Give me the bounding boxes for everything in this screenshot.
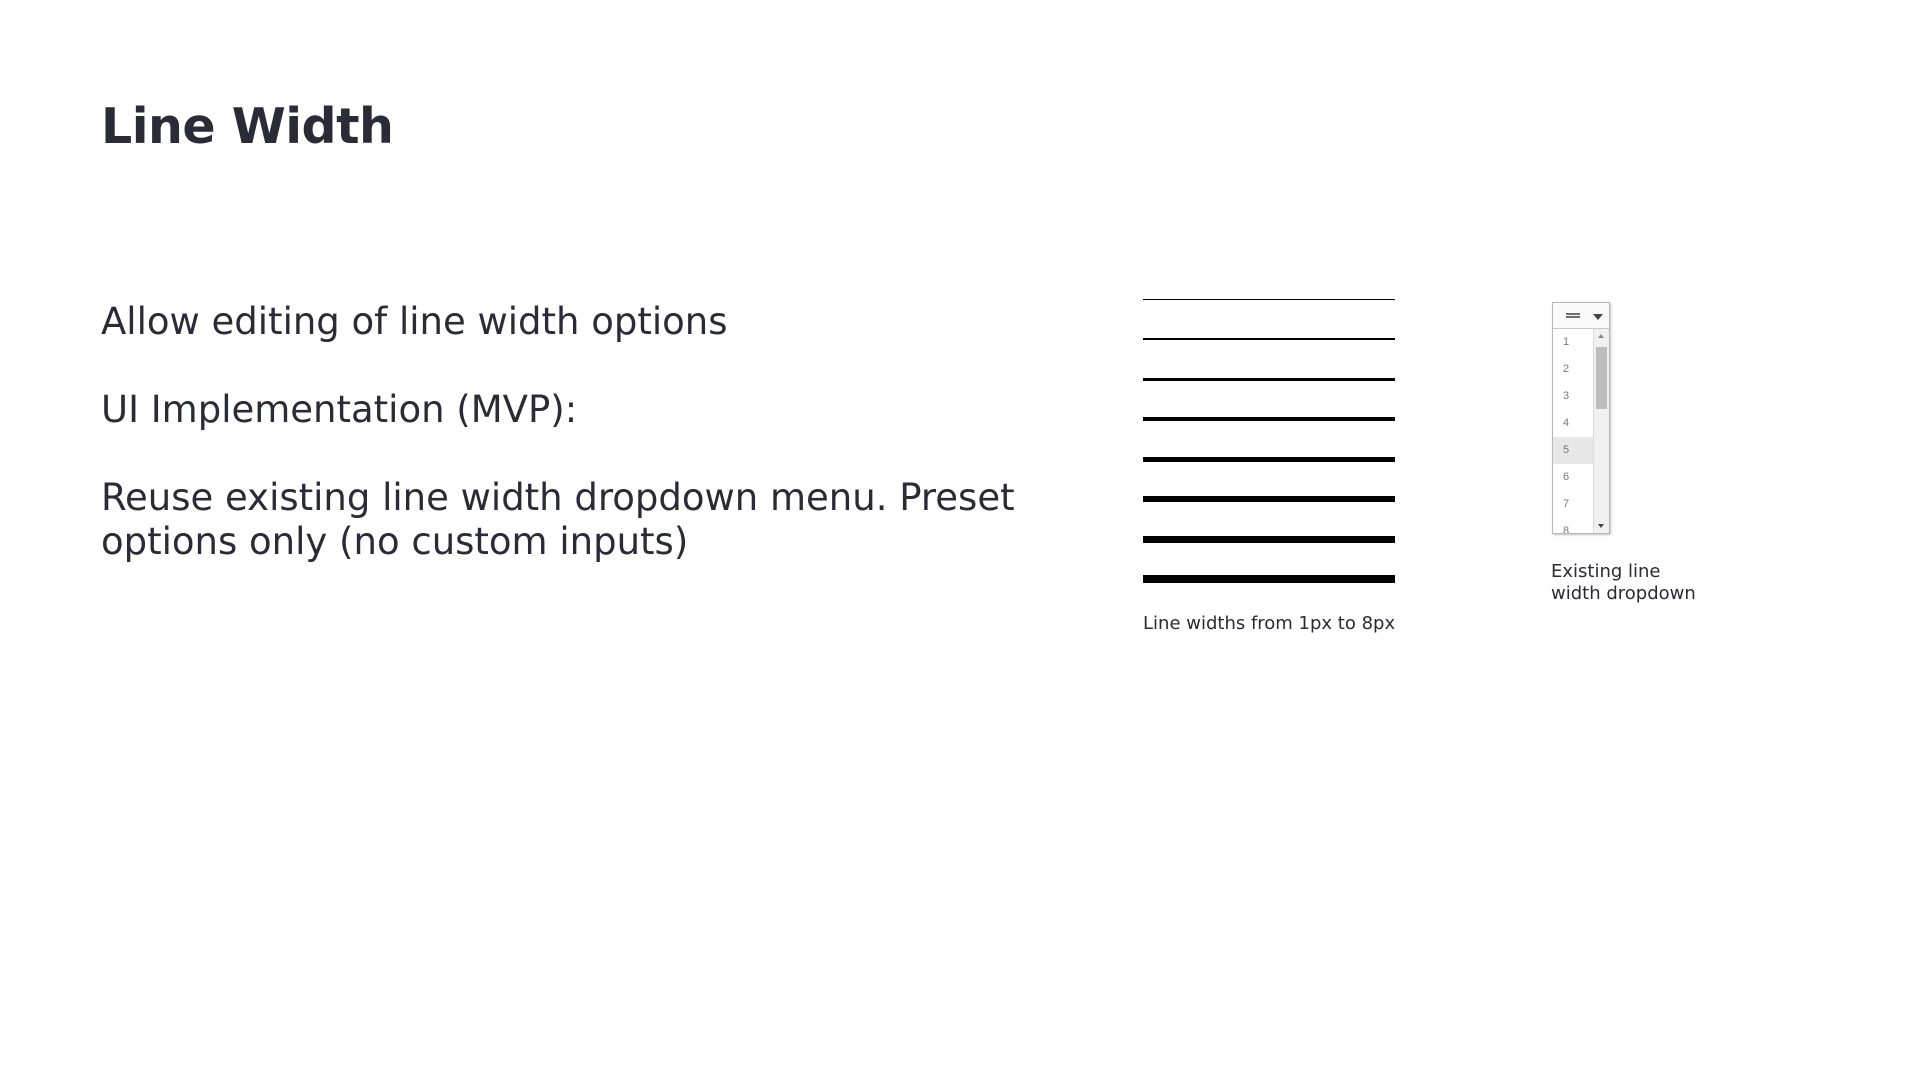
- scroll-up-icon[interactable]: [1598, 334, 1604, 338]
- line-sample-4px: [1143, 417, 1395, 421]
- line-sample-3px: [1143, 378, 1395, 381]
- dropdown-option-4[interactable]: 4: [1563, 417, 1570, 429]
- line-sample-6px: [1143, 496, 1395, 502]
- line-sample-5px: [1143, 457, 1395, 462]
- line-sample-7px: [1143, 536, 1395, 543]
- requirement-text: Allow editing of line width options: [101, 300, 728, 343]
- implementation-heading: UI Implementation (MVP):: [101, 388, 578, 431]
- dropdown-scrollbar[interactable]: [1593, 329, 1609, 533]
- line-samples-caption: Line widths from 1px to 8px: [1143, 613, 1396, 634]
- dropdown-option-8[interactable]: 8: [1563, 525, 1570, 533]
- dropdown-options-list: [1553, 329, 1593, 533]
- dropdown-option-6[interactable]: 6: [1563, 471, 1570, 483]
- slide-body: [101, 300, 1021, 564]
- line-sample-1px: [1143, 299, 1395, 300]
- slide-title: Line Width: [101, 98, 394, 155]
- implementation-detail: Reuse existing line width dropdown menu. Preset options only (no custom inputs): [101, 476, 1015, 563]
- line-width-samples: [1143, 299, 1395, 589]
- dropdown-option-2[interactable]: 2: [1563, 363, 1570, 375]
- dropdown-option-7[interactable]: 7: [1563, 498, 1570, 510]
- dropdown-option-1[interactable]: 1: [1563, 336, 1570, 348]
- dropdown-caption: Existing line width dropdown: [1551, 561, 1696, 604]
- chevron-down-icon: [1593, 314, 1603, 320]
- line-sample-2px: [1143, 338, 1395, 340]
- line-sample-8px: [1143, 575, 1395, 583]
- line-width-icon: [1566, 313, 1580, 321]
- dropdown-option-3[interactable]: 3: [1563, 390, 1570, 402]
- line-width-dropdown[interactable]: [1552, 302, 1610, 534]
- scroll-down-icon[interactable]: [1598, 524, 1604, 528]
- dropdown-option-5[interactable]: 5: [1553, 437, 1593, 464]
- scrollbar-thumb[interactable]: [1596, 347, 1607, 409]
- dropdown-toggle[interactable]: [1553, 303, 1609, 329]
